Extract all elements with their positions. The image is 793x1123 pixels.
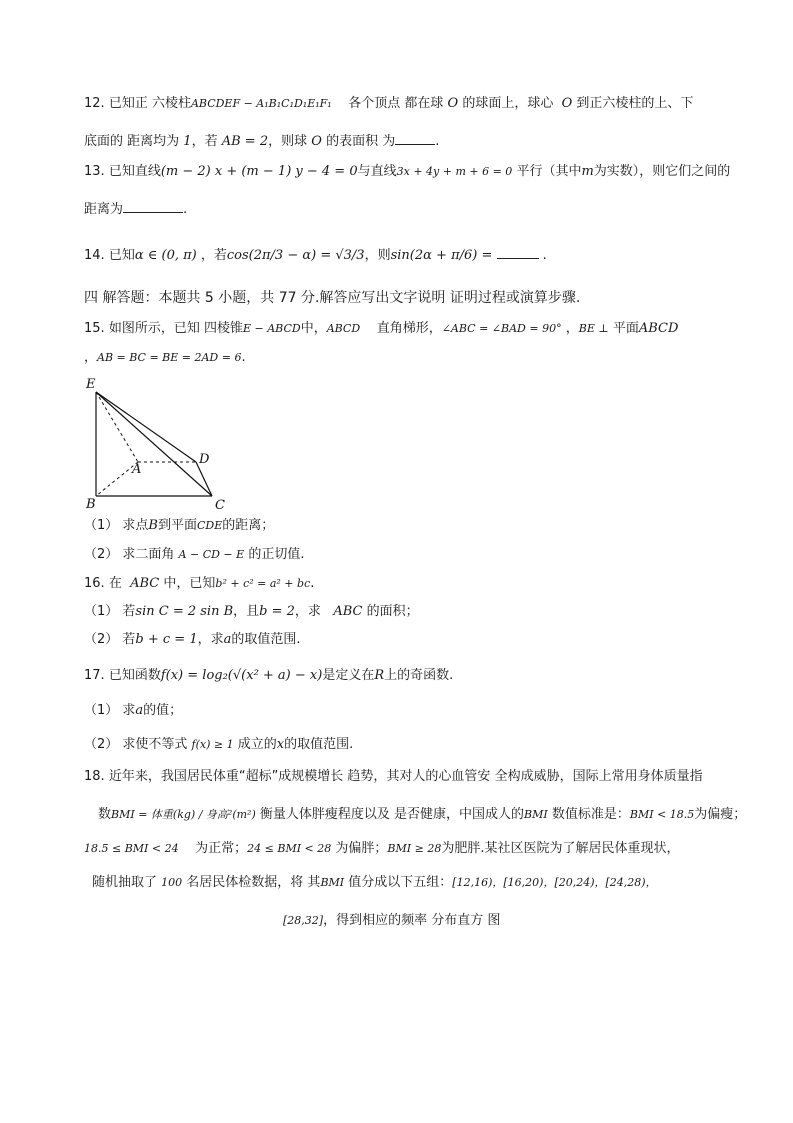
q14-line: 14. 已知α ∈ (0, π) ，若cos(2π/3 − α) = √3/3，则sin(2α + π/6) = . [84,244,547,265]
edge-EC [96,392,212,496]
q17-part1: （1） 求a的值； [84,703,183,718]
pyramid-figure [82,376,242,511]
q18-line5: [28,32]，得到相应的频率 分布直方 图 [283,913,501,928]
answer-blank [497,244,539,259]
q16-line: 16. 在 ABC 中，已知b² + c² = a² + bc. [84,576,315,591]
q15-part1: （1） 求点B到平面CDE的距离； [84,518,275,533]
label-C: C [215,498,225,511]
q15-part2: （2） 求二面角 A − CD − E 的正切值. [84,547,305,562]
q18-line4: 随机抽取了 100 名居民体检数据，将 其BMI 值分成以下五组：[12,16)，[16,20)，[20,24)，[24,28)， [92,875,657,890]
label-E: E [86,377,96,392]
section-heading: 四 解答题：本题共 5 小题，共 77 分.解答应写出文字说明 证明过程或演算步骤. [84,290,581,306]
q12-line2: 底面的 距离均为 1，若 AB = 2，则球 O 的表面积 为 . [84,130,439,151]
q12-line1: 12. 已知正 六棱柱ABCDEF − A₁B₁C₁D₁E₁F₁ 各个顶点 都在球 O 的球面上，球心 O 到正六棱柱的上、下 [84,96,694,111]
q17-line: 17. 已知函数f(x) = log₂(√(x² + a) − x)是定义在R上的奇函数. [84,668,454,683]
q18-line1: 18. 近年来，我国居民体重“超标”成规模增长 趋势，其对人的心血管安 全构成威胁，国际上常用身体质量指 [84,769,703,784]
q18-line2: 数BMI = 体重(kg) / 身高²(m²) 衡量人体胖瘦程度以及 是否健康，中国成人的BMI 数值标准是：BMI < 18.5为偏瘦； [98,807,747,822]
edge-DC [196,462,212,496]
q16-part2: （2） 若b + c = 1，求a的取值范围. [84,632,301,647]
q16-part1: （1） 若sin C = 2 sin B，且b = 2，求 ABC 的面积； [84,604,419,619]
q17-part2: （2） 求使不等式 f(x) ≥ 1 成立的x的取值范围. [84,737,354,752]
q18-line3: 18.5 ≤ BMI < 24 为正常；24 ≤ BMI < 28 为偏胖；BMI ≥ 28为肥胖.某社区医院为了解居民体重现状， [84,841,680,856]
edge-ED [96,392,196,462]
q13-line1: 13. 已知直线(m − 2) x + (m − 1) y − 4 = 0与直线3x + 4y + m + 6 = 0 平行（其中m为实数），则它们之间的 [84,164,731,179]
answer-blank [395,130,435,145]
label-D: D [199,452,210,467]
q15-line2: ，AB = BC = BE = 2AD = 6. [84,350,246,365]
edge-EA [96,392,138,462]
label-B: B [86,497,96,511]
label-A: A [132,462,142,477]
q15-line1: 15. 如图所示，已知 四棱锥E − ABCD中，ABCD 直角梯形，∠ABC = ∠BAD = 90° ，BE ⊥ 平面ABCD [84,321,679,336]
q13-line2: 距离为 . [84,198,187,219]
answer-blank [123,198,183,213]
